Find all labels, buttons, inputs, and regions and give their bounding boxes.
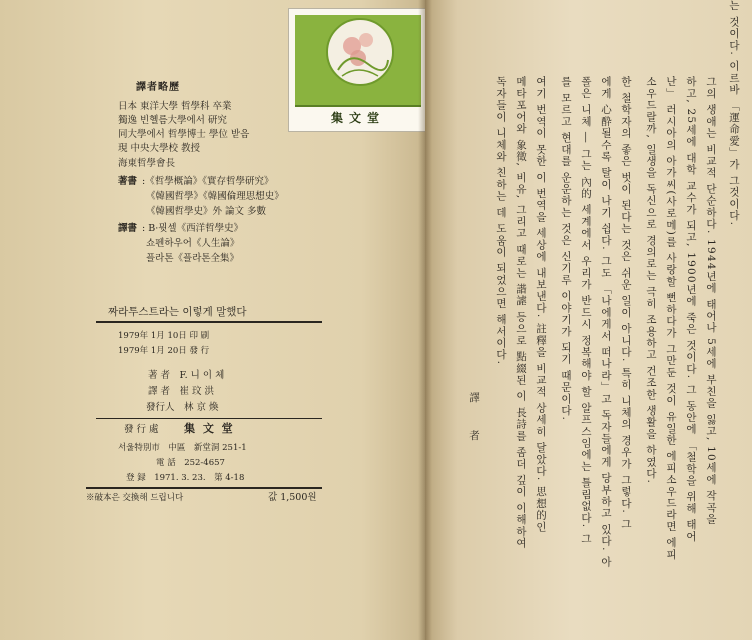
text-column: 한 철학자의 좋은 벗이 된다는 것은 쉬운 일이 아니다. 특히 니체의 경우가 그렇다. 그 xyxy=(620,76,632,531)
works-line: 《韓國哲學史》外 論文 多數 xyxy=(146,206,267,217)
works-label: 著書 xyxy=(118,176,138,187)
text-column: 에게 心酔될수록 탈이 나기 쉽다. 그도 「나에게서 떠나라」고 독자들에게 당부하고 있다. 아 xyxy=(600,76,612,568)
price: 값 1,500원 xyxy=(268,492,317,503)
translation-line: : B·뮛셀《西洋哲學史》 xyxy=(142,223,244,234)
text-column: 하고, 25세에 대학 교수가 되고, 1900년에 죽은 것이다. 그 동안에 「철학을 위해 태어 xyxy=(685,76,697,543)
bio-line: 同大學에서 哲學博士 學位 받음 xyxy=(118,129,250,140)
text-column: 그의 생애는 비교적 단순하다. 1944년에 태어나 5세에 부친을 잃고, 10세에 작곡을 xyxy=(705,76,717,525)
works-line: :《哲學概論》《實存哲學研究》 xyxy=(142,176,274,187)
text-column: 폴은 니체 ― 그는 內的 세계에서 우리가 반드시 정복해야 할 알프스임에는 틀림없다. 그 xyxy=(580,76,592,545)
address-line: 서울特別市 中區 新堂洞 251-1 xyxy=(118,443,247,453)
book-title: 짜라투스트라는 이렇게 말했다 xyxy=(108,306,247,318)
translations-label: 譯書 xyxy=(118,223,138,234)
bio-line: 獨逸 빈헬름大學에서 研究 xyxy=(118,115,227,126)
text-column: 소우드랄까, 일생을 독신으로 경의로는 극히 조용하고 건조한 생활을 하였다. xyxy=(645,76,657,485)
title-rule xyxy=(96,321,322,323)
translator-signature: 譯 者 xyxy=(468,392,480,453)
text-column: 여기 번역이 못한 이 번역을 세상에 내보낸다. 註釋을 비교적 상세히 달았다. 思想的인 xyxy=(535,76,547,533)
bio-line: 日本 東洋大學 哲學科 卒業 xyxy=(118,101,232,112)
text-column: 는 것이다. 이르바 「運命愛」가 그것이다. xyxy=(728,0,740,227)
translation-line: 플라톤《플라톤全集》 xyxy=(146,253,240,264)
publisher-office: 集 文 堂 xyxy=(184,422,235,435)
floral-emblem xyxy=(326,18,394,86)
label-artwork xyxy=(295,15,421,105)
text-column: 독자들이 니체와 친하는 데 도움이 되었으면 해서이다. xyxy=(495,76,507,366)
right-page xyxy=(425,0,752,640)
works-line: 《韓國哲學》《韓國倫理思想史》 xyxy=(146,191,284,202)
registration-line: 登 録 1971. 3. 23. 第 4-18 xyxy=(126,473,245,483)
label-divider xyxy=(295,105,421,107)
translator-line: 譯 者 崔 玟 洪 xyxy=(148,386,215,397)
author-line: 著 者 F. 니 이 체 xyxy=(148,370,225,381)
text-column: 난」 러시아의 아가씨(사로메)를 사랑할 뻔하다가 그만둔 것이 유일한 에피소우드라면 에피 xyxy=(665,76,677,561)
publisher-person-line: 發行人 林 京 煥 xyxy=(146,402,219,413)
colophon-bottom-rule xyxy=(86,487,322,489)
exchange-note: ※破本은 交換해 드립니다 xyxy=(86,493,184,503)
publisher-label xyxy=(288,8,428,132)
bio-line: 現 中央大學校 教授 xyxy=(118,143,201,154)
colophon-rule xyxy=(96,418,322,419)
translation-line: 쇼펜하우어《人生論》 xyxy=(146,238,240,249)
text-column: 를 모르고 현대를 운운하는 것은 신기루 이야기가 되기 때문이다. xyxy=(560,76,572,422)
bio-line: 海東哲學會長 xyxy=(118,158,176,169)
text-column: 메타포어와 象徵, 비유, 그리고 때로는 諧謔 등으로 點綴된 이 長詩를 좀더 깊이 이해하여 xyxy=(515,76,527,550)
book-gutter xyxy=(418,0,432,640)
label-publisher-name: 集文堂 xyxy=(330,111,385,125)
phone-line: 電 話 252-4657 xyxy=(156,458,225,468)
publish-date: 1979年 1月 20日 發 行 xyxy=(118,346,210,356)
print-date: 1979年 1月 10日 印 刷 xyxy=(118,331,210,341)
bio-heading: 譯者略歷 xyxy=(136,82,180,93)
publisher-office-label: 發 行 處 xyxy=(124,424,159,435)
